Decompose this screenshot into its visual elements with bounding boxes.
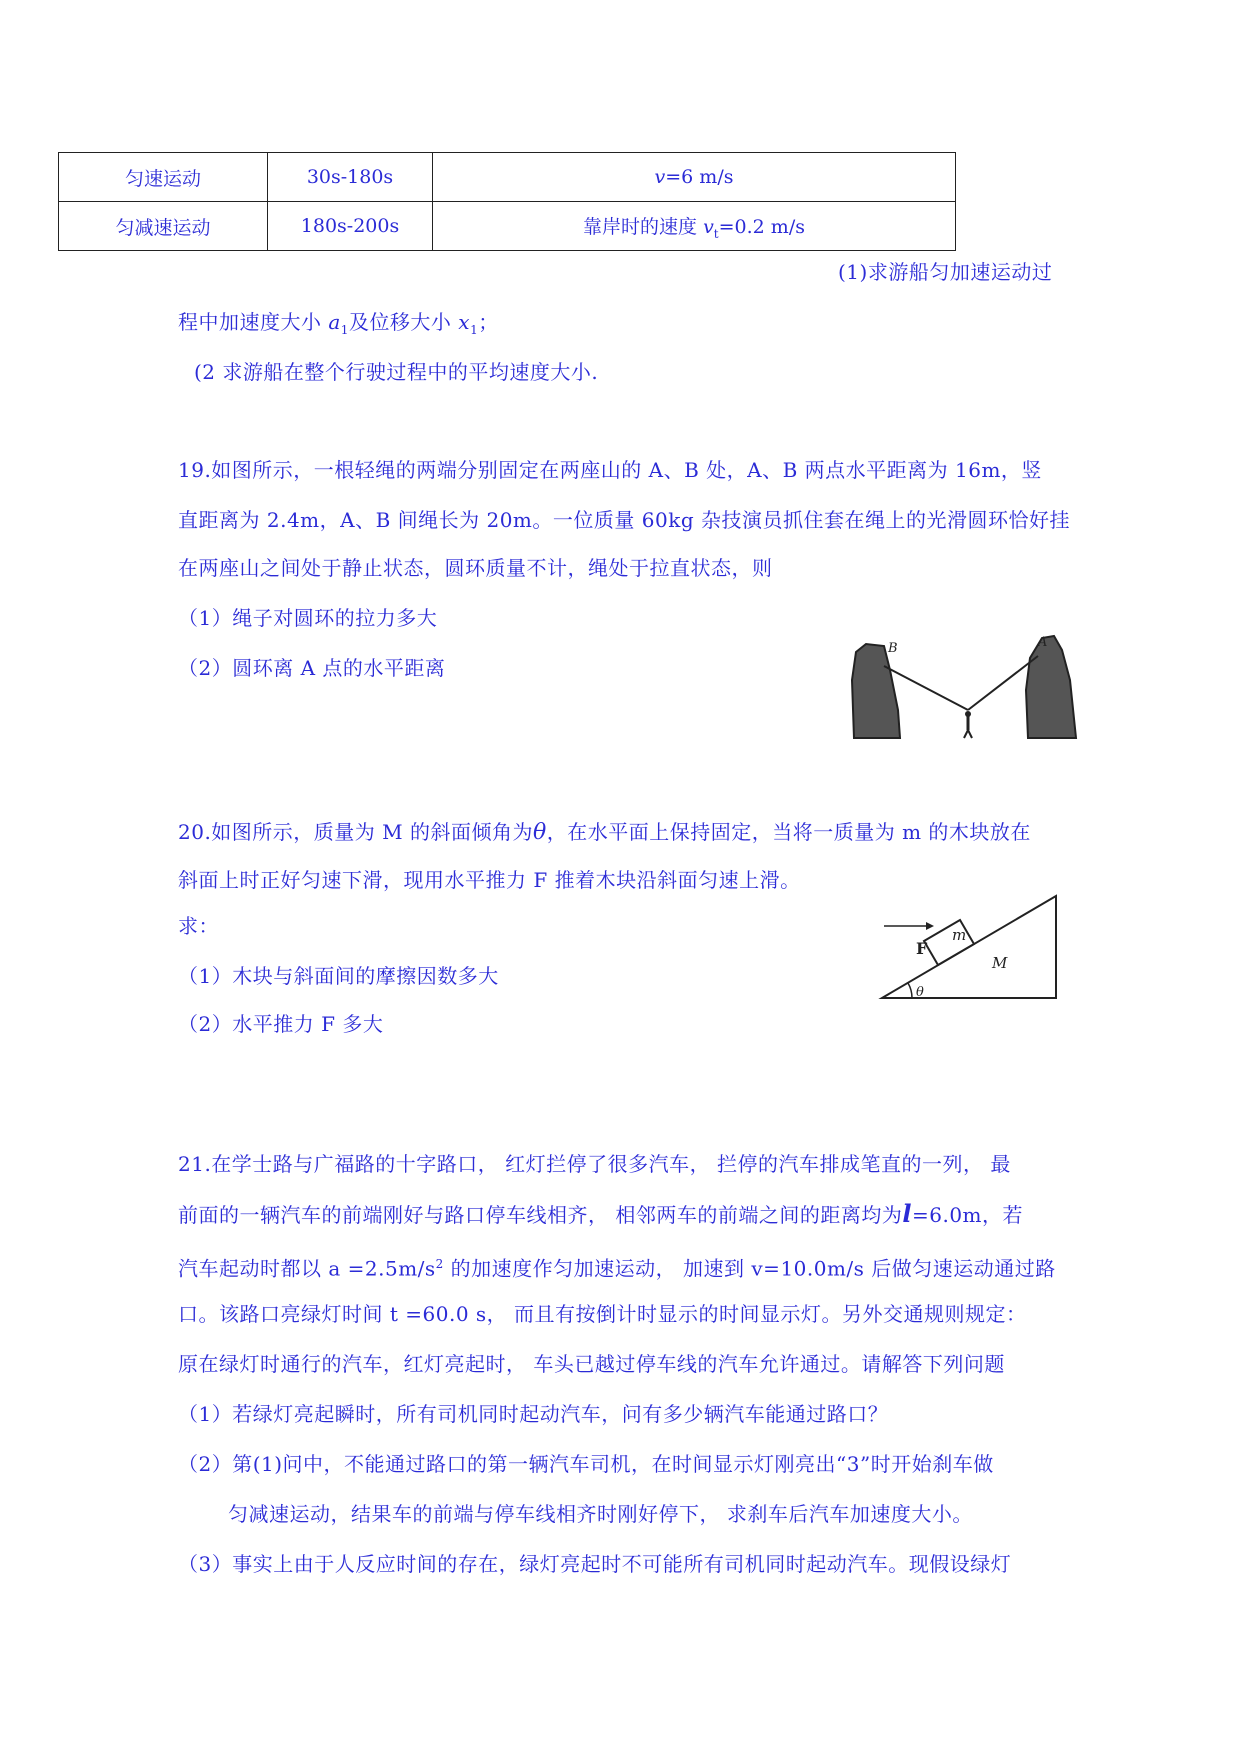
motion-cell: 匀减速运动: [59, 202, 268, 251]
spacing-symbol: l: [902, 1199, 912, 1228]
condition-cell: [433, 153, 956, 202]
mountains-rope-figure: [848, 630, 1086, 740]
velocity-symbol: v: [654, 166, 666, 188]
mountain-b: [852, 644, 900, 738]
q21-line2: [178, 1200, 1023, 1229]
q21-line1: 21.在学士路与广福路的十字路口， 红灯拦停了很多汽车， 拦停的汽车排成笔直的一列， 最: [178, 1152, 1011, 1176]
q19-sub2: （2）圆环离 A 点的水平距离: [178, 656, 446, 680]
incline-figure: [876, 880, 1060, 1004]
q18-part2: (2 求游船在整个行驶过程中的平均速度大小.: [194, 360, 599, 384]
table-row: [59, 153, 956, 202]
subscript: 1: [470, 323, 479, 337]
table-row: [59, 202, 956, 251]
q19-line3: 在两座山之间处于静止状态，圆环质量不计，绳处于拉直状态，则: [178, 556, 773, 580]
q21-line5: 原在绿灯时通行的汽车，红灯亮起时， 车头已越过停车线的汽车允许通过。请解答下列问题: [178, 1352, 1005, 1376]
acrobat-icon: [964, 711, 972, 738]
q19-line2: 直距离为 2.4m，A、B 间绳长为 20m。一位质量 60kg 杂技演员抓住套在绳上的光滑圆环恰好挂: [178, 508, 1070, 532]
condition-cell: [433, 202, 956, 251]
time-cell: 180s-200s: [268, 202, 433, 251]
q19-sub1: （1）绳子对圆环的拉力多大: [178, 606, 438, 630]
label-m: m: [952, 926, 967, 944]
q19-line1: 19.如图所示，一根轻绳的两端分别固定在两座山的 A、B 处，A、B 两点水平距离为 16m，竖: [178, 458, 1042, 482]
theta-symbol: θ: [533, 820, 547, 845]
accel-symbol: a: [328, 310, 341, 334]
q20-sub2: （2）水平推力 F 多大: [178, 1012, 384, 1036]
q20-sub1: （1）木块与斜面间的摩擦因数多大: [178, 964, 499, 988]
q20-line2: 斜面上时正好匀速下滑，现用水平推力 F 推着木块沿斜面匀速上滑。: [178, 868, 801, 892]
q21-sub1: （1）若绿灯亮起瞬时，所有司机同时起动汽车，问有多少辆汽车能通过路口？: [178, 1402, 889, 1426]
displacement-symbol: x: [458, 310, 471, 334]
q20-line1: [178, 818, 1031, 847]
label-a: A: [1038, 635, 1048, 650]
text: ；: [478, 310, 499, 334]
label-M: M: [992, 954, 1008, 972]
mountain-a: [1026, 636, 1076, 738]
velocity-subscript: t: [713, 226, 719, 241]
text: 汽车起动时都以 a =2.5m/s: [178, 1256, 436, 1281]
text: 及位移大小: [348, 310, 459, 334]
q21-sub3: （3）事实上由于人反应时间的存在，绿灯亮起时不可能所有司机同时起动汽车。现假设绿灯: [178, 1552, 1012, 1576]
motion-cell: 匀速运动: [59, 153, 268, 202]
text: 20.如图所示，质量为 M 的斜面倾角为: [178, 820, 533, 844]
q20-line3: 求：: [178, 914, 219, 938]
label-theta: θ: [916, 985, 924, 1000]
text: =6.0m，若: [911, 1203, 1024, 1227]
q21-sub2-line1: （2）第(1)问中，不能通过路口的第一辆汽车司机，在时间显示灯刚亮出“3”时开始刹车做: [178, 1452, 994, 1476]
q18-part1-line2: [178, 308, 499, 344]
text: 前面的一辆汽车的前端刚好与路口停车线相齐， 相邻两车的前端之间的距离均为: [178, 1203, 903, 1227]
time-cell: 30s-180s: [268, 153, 433, 202]
motion-table: [58, 152, 956, 251]
q21-line3: [178, 1250, 1056, 1283]
text: 程中加速度大小: [178, 310, 329, 334]
velocity-symbol: v: [703, 215, 714, 238]
subscript: 1: [340, 323, 349, 337]
condition-value: =0.2 m/s: [718, 215, 805, 238]
text: 的加速度作匀加速运动， 加速到 v=10.0m/s 后做匀速运动通过路: [443, 1256, 1056, 1281]
superscript: 2: [435, 1257, 444, 1271]
label-F: F: [916, 939, 928, 958]
q21-line4: 口。该路口亮绿灯时间 t =60.0 s， 而且有按倒计时显示的时间显示灯。另外交通规则规定：: [178, 1302, 1027, 1326]
force-arrowhead: [926, 922, 934, 930]
q18-part1-line1: (1)求游船匀加速运动过: [838, 260, 1053, 284]
text: ，在水平面上保持固定，当将一质量为 m 的木块放在: [546, 820, 1031, 844]
label-b: B: [888, 641, 898, 656]
condition-prefix: 靠岸时的速度: [583, 215, 704, 238]
q21-sub2-line2: 匀减速运动，结果车的前端与停车线相齐时刚好停下， 求刹车后汽车加速度大小。: [228, 1502, 973, 1526]
condition-value: =6 m/s: [665, 166, 734, 188]
